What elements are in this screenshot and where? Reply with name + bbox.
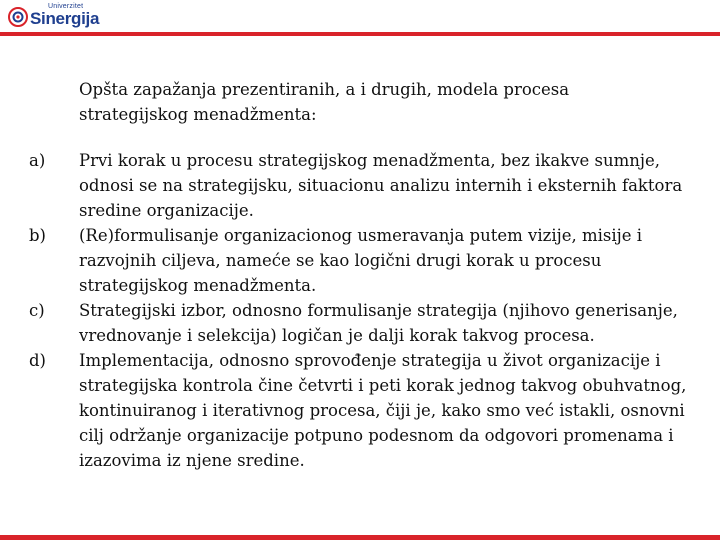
list-marker: b) (29, 226, 46, 245)
list-marker: c) (29, 301, 45, 320)
list-item (0, 298, 699, 348)
intro-paragraph: Opšta zapažanja prezentiranih, a i drugih, modela procesa strategijskog menadžmenta: (79, 80, 570, 124)
list-item-text: (Re)formulisanje organizacionog usmeravanja putem vizije, misije i razvojnih ciljeva, nameće se kao logični drugi korak u procesu strategijskog menadžmenta. (79, 226, 643, 295)
list-marker: a) (29, 151, 46, 170)
list-item-text: Strategijski izbor, odnosno formulisanje strategija (njihovo generisanje, vrednovanje i selekcija) logičan je dalji korak takvog procesa. (79, 301, 678, 345)
list-marker: d) (29, 351, 46, 370)
top-accent-rule (0, 32, 720, 36)
list-item-text: Implementacija, odnosno sprovođenje strategija u život organizacije i strategijska kontrola čine četvrti i peti korak jednog takvog obuhvatnog, kontinuiranog i iterativnog procesa, čiji je, kako smo već istakli, osnovni cilj održanje organizacije potpuno podesnom da odgovori promenama i izazovima iz njene sredine. (79, 351, 687, 470)
list-item (0, 348, 699, 473)
list-item (0, 148, 699, 223)
list-item (0, 223, 699, 298)
university-emblem-icon (8, 7, 28, 27)
bottom-accent-rule (0, 535, 720, 540)
logo-university-label: Univerzitet (48, 3, 84, 10)
university-logo (8, 3, 118, 31)
steps-list (0, 148, 699, 473)
logo-name: Sinergija (30, 9, 100, 28)
list-item-text: Prvi korak u procesu strategijskog menadžmenta, bez ikakve sumnje, odnosi se na strategijsku, situacionu analizu internih i eksternih faktora sredine organizacije. (79, 151, 683, 220)
